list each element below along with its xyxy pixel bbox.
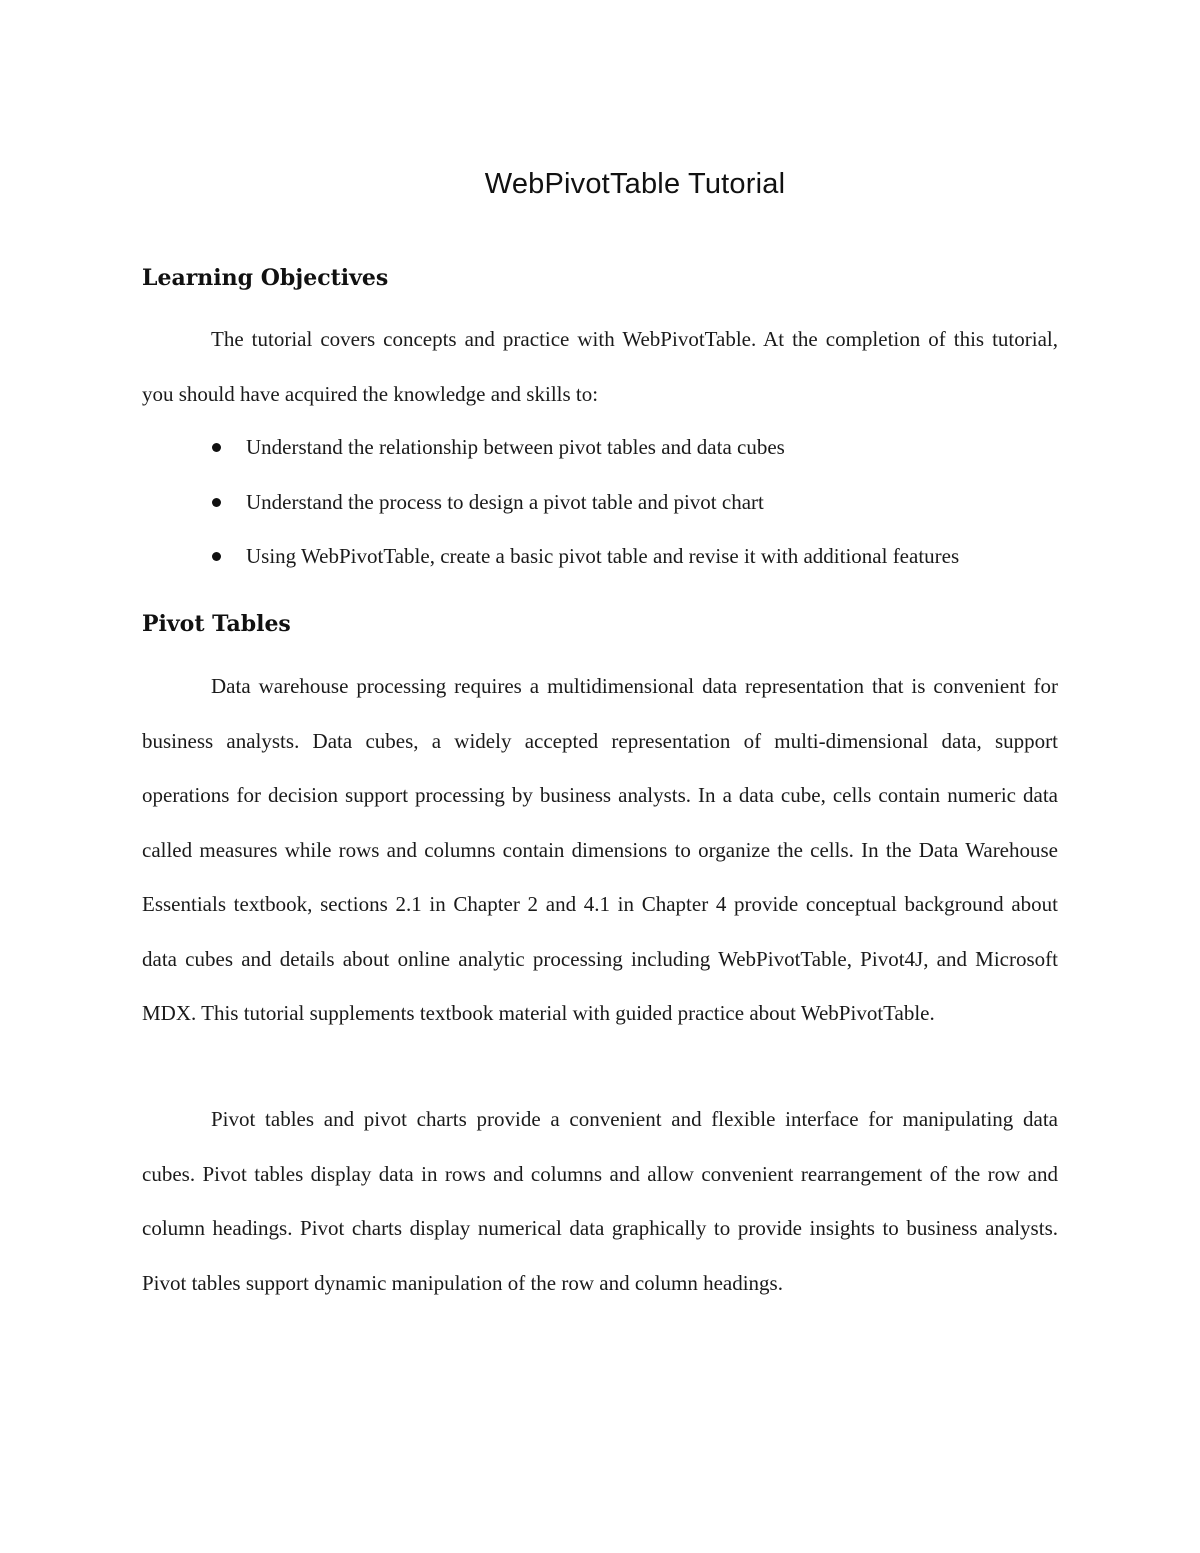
document-title: WebPivotTable Tutorial [484,168,786,200]
objectives-bullet-list [142,420,1058,584]
list-item [142,420,1058,475]
list-item-text: Understand the relationship between pivot tables and data cubes [246,435,785,459]
section-heading-learning-objectives: Learning Objectives [142,265,389,291]
list-item [142,529,1058,584]
objectives-intro-paragraph: The tutorial covers concepts and practice with WebPivotTable. At the completion of this tutorial, you should have acquired the knowledge and skills to: [142,327,1058,406]
bullet-icon [212,552,221,561]
list-item-text: Understand the process to design a pivot table and pivot chart [246,489,764,514]
section-heading-pivot-tables: Pivot Tables [142,611,291,637]
pivot-tables-paragraph-pivot-charts: Pivot tables and pivot charts provide a convenient and flexible interface for manipulating data cubes. Pivot tables display data in rows and columns and allow convenient rearrangement of the row and column headings. Pivot charts display numerical data graphically to provide insights to business analysts. Pivot tables support dynamic manipulation of the row and column headings. [142,1107,1058,1295]
list-item-text: Using WebPivotTable, create a basic pivot table and revise it with additional features [246,544,960,568]
list-item [142,475,1058,530]
bullet-icon [212,443,221,452]
pivot-tables-paragraph-data-warehouse: Data warehouse processing requires a multidimensional data representation that is convenient for business analysts. Data cubes, a widely accepted representation of multi-dimensional data, support operations for decision support processing by business analysts. In a data cube, cells contain numeric data called measures while rows and columns contain dimensions to organize the cells. In the Data Warehouse Essentials textbook, sections 2.1 in Chapter 2 and 4.1 in Chapter 4 provide conceptual background about data cubes and details about online analytic processing including WebPivotTable, Pivot4J, and Microsoft MDX. This tutorial supplements textbook material with guided practice about WebPivotTable. [142,674,1058,1025]
bullet-icon [212,498,221,507]
